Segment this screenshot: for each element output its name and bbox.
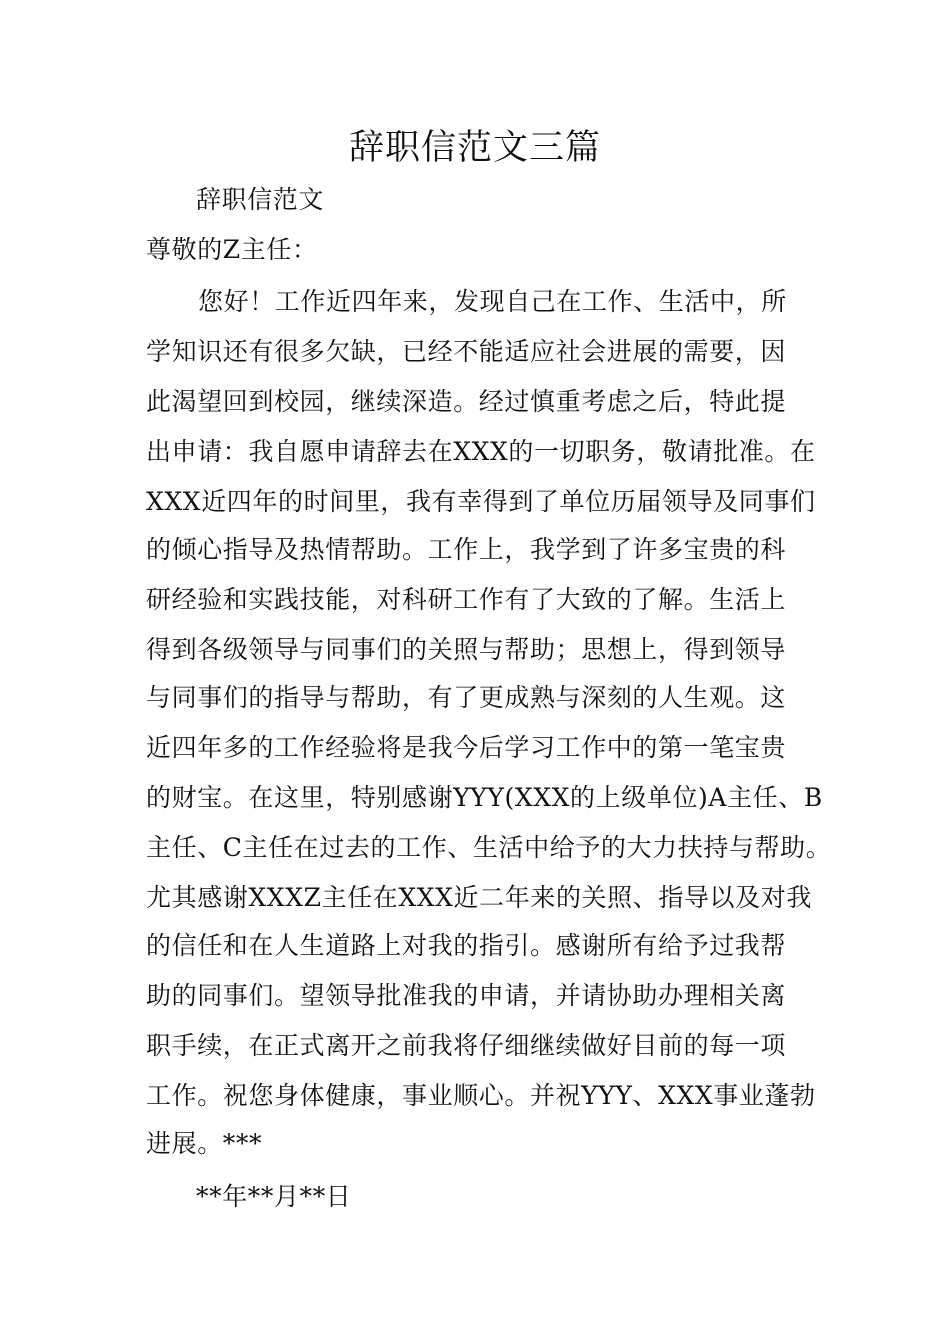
body-line: 尤其感谢XXXZ主任在XXX近二年来的关照、指导以及对我 <box>146 883 812 912</box>
letter-salutation: 尊敬的Z主任： <box>146 235 318 264</box>
body-line: 出申请：我自愿申请辞去在XXX的一切职务，敬请批准。在 <box>146 437 816 466</box>
body-line: 近四年多的工作经验将是我今后学习工作中的第一笔宝贵 <box>146 733 787 762</box>
body-line: 研经验和实践技能，对科研工作有了大致的了解。生活上 <box>146 585 787 614</box>
document-title: 辞职信范文三篇 <box>348 128 601 168</box>
body-line: 助的同事们。望领导批准我的申请，并请协助办理相关离 <box>146 981 787 1010</box>
body-line: 进展。*** <box>146 1129 263 1158</box>
body-line: XXX近四年的时间里，我有幸得到了单位历届领导及同事们 <box>146 487 816 516</box>
letter-date: **年**月**日 <box>196 1182 352 1211</box>
body-line: 得到各级领导与同事们的关照与帮助；思想上，得到领导 <box>146 635 787 664</box>
body-line: 的信任和在人生道路上对我的指引。感谢所有给予过我帮 <box>146 931 787 960</box>
body-line: 主任、C主任在过去的工作、生活中给予的大力扶持与帮助。 <box>146 833 832 862</box>
body-line: 的财宝。在这里，特别感谢YYY(XXX的上级单位)A主任、B <box>146 783 823 812</box>
body-line: 与同事们的指导与帮助，有了更成熟与深刻的人生观。这 <box>146 683 787 712</box>
body-line: 此渴望回到校园，继续深造。经过慎重考虑之后，特此提 <box>146 387 787 416</box>
body-line: 的倾心指导及热情帮助。工作上，我学到了许多宝贵的科 <box>146 535 787 564</box>
body-line: 学知识还有很多欠缺，已经不能适应社会进展的需要，因 <box>146 337 787 366</box>
body-line: 职手续，在正式离开之前我将仔细继续做好目前的每一项 <box>146 1031 787 1060</box>
body-line: 工作。祝您身体健康，事业顺心。并祝YYY、XXX事业蓬勃 <box>146 1081 816 1110</box>
body-line: 您好！工作近四年来，发现自己在工作、生活中，所 <box>198 287 787 316</box>
letter-subtitle: 辞职信范文 <box>196 185 325 214</box>
